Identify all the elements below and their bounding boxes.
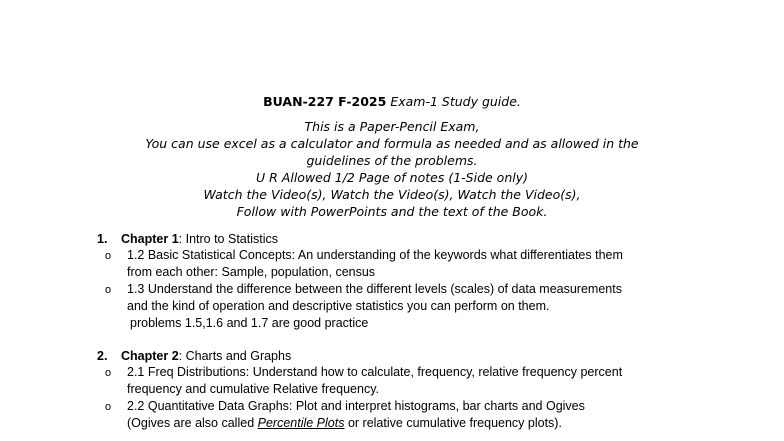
chapter-name: Chapter 1: [121, 232, 179, 246]
chapter-number: 2.: [97, 349, 108, 363]
chapter-topic: : Intro to Statistics: [178, 232, 278, 246]
bullet-icon: o: [105, 250, 112, 262]
list-item-line: 1.3 Understand the difference between the different levels (scales) of data measurements: [127, 282, 622, 296]
intro-line: Watch the Video(s), Watch the Video(s), Watch the Video(s),: [203, 187, 581, 202]
chapter-number: 1.: [97, 232, 108, 246]
chapter-heading: [97, 231, 278, 248]
chapter-topic: : Charts and Graphs: [178, 349, 292, 363]
ogive-note-after: or relative cumulative frequency plots).: [344, 416, 562, 430]
list-item-line: and the kind of operation and descriptive statistics you can perform on them.: [127, 299, 550, 313]
percentile-plots-term: Percentile Plots: [257, 416, 345, 430]
bullet-icon: o: [105, 284, 112, 296]
list-item-line: [127, 415, 562, 432]
list-item-line: 2.2 Quantitative Data Graphs: Plot and interpret histograms, bar charts and Ogives: [127, 399, 585, 413]
list-item-line: problems 1.5,1.6 and 1.7 are good practice: [130, 316, 369, 330]
document-title: [0, 93, 784, 110]
chapter-name: Chapter 2: [121, 349, 179, 363]
intro-line: You can use excel as a calculator and formula as needed and as allowed in the: [145, 136, 639, 151]
intro-line: Follow with PowerPoints and the text of the Book.: [236, 204, 548, 219]
list-item-line: 1.2 Basic Statistical Concepts: An understanding of the keywords what differentiates them: [127, 248, 623, 262]
list-item-line: 2.1 Freq Distributions: Understand how to calculate, frequency, relative frequency percent: [127, 365, 623, 379]
document-subtitle: Exam-1 Study guide.: [390, 94, 521, 109]
chapter-heading: [97, 348, 291, 365]
intro-line: guidelines of the problems.: [306, 153, 478, 168]
bullet-icon: o: [105, 367, 112, 379]
bullet-icon: o: [105, 401, 112, 413]
list-item-line: from each other: Sample, population, census: [127, 265, 376, 279]
intro-line: U R Allowed 1/2 Page of notes (1-Side only): [256, 170, 528, 185]
ogive-note-before: (Ogives are also called: [127, 416, 258, 430]
course-code: BUAN-227 F-2025: [263, 94, 387, 109]
list-item-line: frequency and cumulative Relative frequency.: [127, 382, 379, 396]
intro-line: This is a Paper-Pencil Exam,: [304, 119, 480, 134]
